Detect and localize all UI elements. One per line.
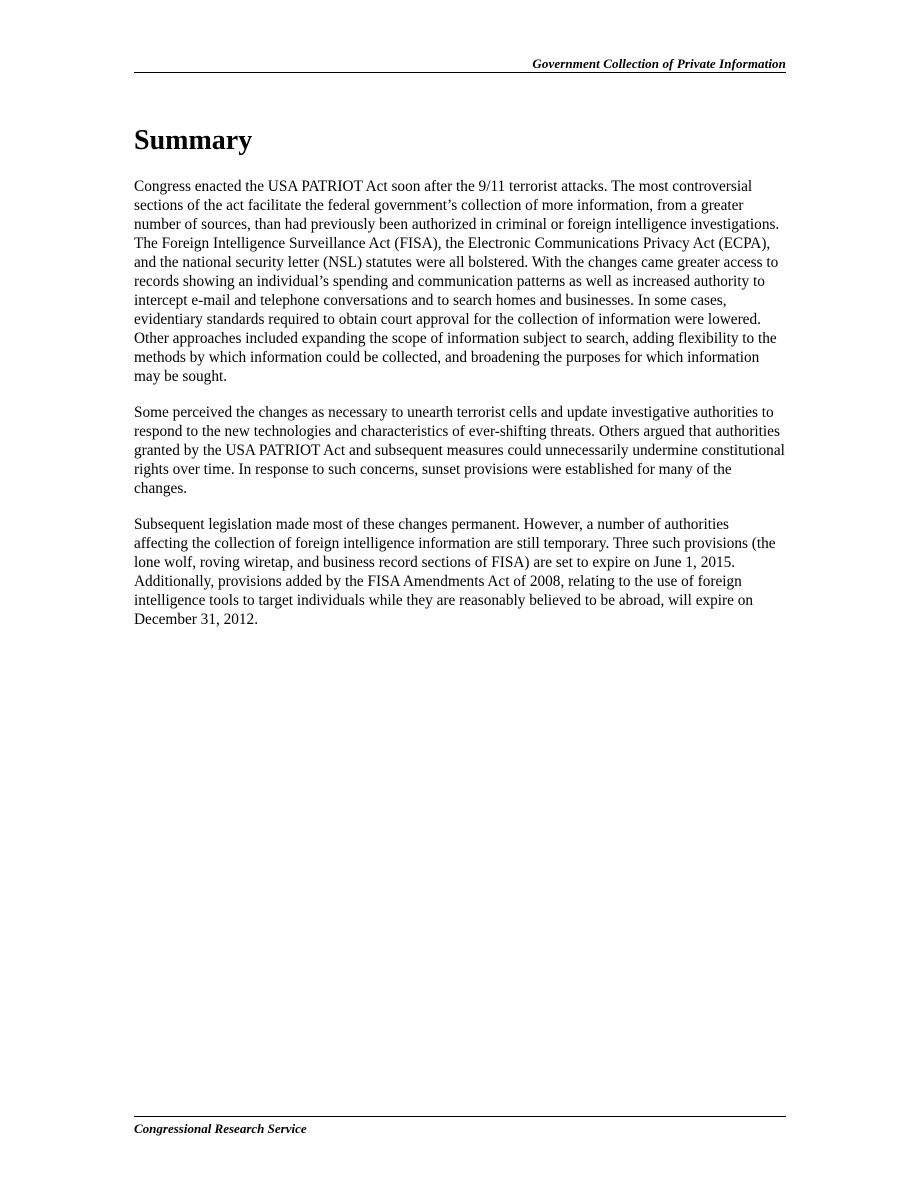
section-title: Summary <box>134 125 253 156</box>
header-rule <box>134 72 786 73</box>
footer-rule <box>134 1116 786 1117</box>
paragraph: Subsequent legislation made most of these changes permanent. However, a number of authorities affecting the collection of foreign intelligence information are still temporary. Three such provisions (the lone wolf, roving wiretap, and business record sections of FISA) are set to expire on June 1, 2015. Additionally, provisions added by the FISA Amendments Act of 2008, relating to the use of foreign intelligence tools to target individuals while they are reasonably believed to be abroad, will expire on December 31, 2012. <box>134 516 776 628</box>
paragraph: Congress enacted the USA PATRIOT Act soon after the 9/11 terrorist attacks. The most controversial sections of the act facilitate the federal government’s collection of more information, from a greater number of sources, than had previously been authorized in criminal or foreign intelligence investigations. The Foreign Intelligence Surveillance Act (FISA), the Electronic Communications Privacy Act (ECPA), and the national security letter (NSL) statutes were all bolstered. With the changes came greater access to records showing an individual’s spending and communication patterns as well as increased authority to intercept e-mail and telephone conversations and to search homes and businesses. In some cases, evidentiary standards required to obtain court approval for the collection of information were lowered. Other approaches included expanding the scope of information subject to search, adding flexibility to the methods by which information could be collected, and broadening the purposes for which information may be sought. <box>134 178 780 385</box>
running-footer: Congressional Research Service <box>134 1121 307 1136</box>
running-header: Government Collection of Private Information <box>532 56 786 71</box>
paragraph: Some perceived the changes as necessary to unearth terrorist cells and update investigative authorities to respond to the new technologies and characteristics of ever-shifting threats. Others argued that authorities granted by the USA PATRIOT Act and subsequent measures could unnecessarily undermine constitutional rights over time. In response to such concerns, sunset provisions were established for many of the changes. <box>134 404 785 497</box>
summary-body <box>134 177 786 646</box>
